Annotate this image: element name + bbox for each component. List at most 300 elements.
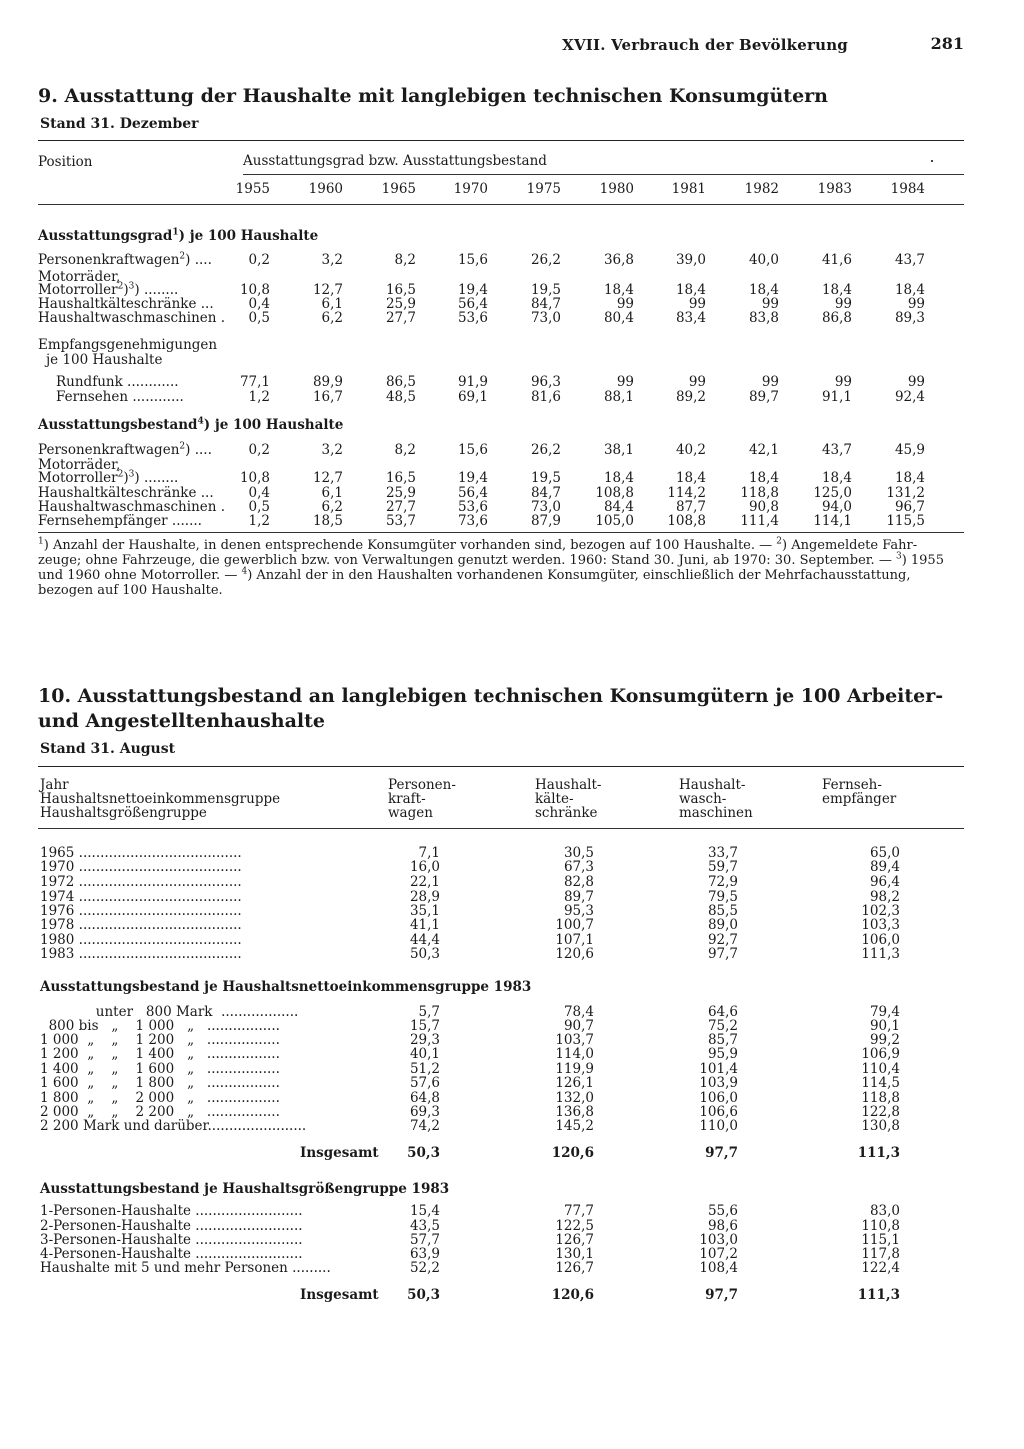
row-label-text: Fernsehen xyxy=(56,389,129,405)
cell-value: 64,8 xyxy=(409,1090,440,1106)
cell-value: 98,6 xyxy=(707,1218,738,1234)
row-label: Personenkraftwagen$^2$) .... xyxy=(38,441,212,458)
cell-value: 115,5 xyxy=(886,513,925,529)
footnote-line xyxy=(38,553,964,568)
cell-value: 33,7 xyxy=(707,845,738,861)
footnote-ref: 2 xyxy=(179,251,186,262)
row-label: Haushalte mit 5 und mehr Personen ......... xyxy=(40,1260,331,1276)
cell-value: 126,7 xyxy=(555,1260,594,1276)
row-label: 2-Personen-Haushalte ......................... xyxy=(40,1218,303,1234)
cell-value: 77,1 xyxy=(239,374,270,390)
page-number: 281 xyxy=(930,34,964,53)
chapter-title: XVII. Verbrauch der Bevölkerung xyxy=(562,36,848,54)
table9-year-1955: 1955 xyxy=(235,181,270,197)
row-label xyxy=(56,390,184,405)
footnote-text: und 1960 ohne Motorroller. — xyxy=(38,568,242,583)
table9-group-title: je 100 Haushalte xyxy=(46,352,163,368)
cell-value: 43,7 xyxy=(894,252,925,268)
row-label: 1970 ...................................... xyxy=(40,859,242,875)
cell-value: 69,3 xyxy=(409,1104,440,1120)
cell-value: 120,6 xyxy=(551,1287,594,1303)
group-title-rest: je 100 Haushalte xyxy=(185,228,319,244)
footnote-marker: 4 xyxy=(241,566,248,577)
cell-value: 118,8 xyxy=(740,485,779,501)
footnote-text: ) 1955 xyxy=(901,553,944,568)
cell-value: 16,7 xyxy=(312,389,343,405)
row-label: 1-Personen-Haushalte ......................... xyxy=(40,1203,303,1219)
cell-value: 74,2 xyxy=(409,1118,440,1134)
table10-col-header: Personen- xyxy=(388,777,456,793)
table-row xyxy=(38,1204,964,1219)
row-label: Motorroller$^2$)$^3$) ........ xyxy=(38,469,179,486)
cell-value: 131,2 xyxy=(886,485,925,501)
cell-value: 53,6 xyxy=(457,499,488,515)
footnote-line xyxy=(38,583,964,598)
footnote-marker: 1 xyxy=(38,536,44,547)
row-label: 1965 ...................................... xyxy=(40,845,242,861)
row-leader-dots: ........ xyxy=(139,282,179,298)
cell-value: 53,6 xyxy=(457,310,488,326)
cell-value: 89,0 xyxy=(707,917,738,933)
cell-value: 95,9 xyxy=(707,1046,738,1062)
cell-value: 111,3 xyxy=(861,946,900,962)
group-title-text: Ausstattungsgrad xyxy=(38,228,173,244)
cell-value: 105,0 xyxy=(595,513,634,529)
table9-subtitle: Stand 31. Dezember xyxy=(40,116,199,132)
table-row xyxy=(38,1146,964,1161)
table-row xyxy=(38,1119,964,1134)
table10-subtitle: Stand 31. August xyxy=(40,741,176,757)
table9-year-1970: 1970 xyxy=(453,181,488,197)
cell-value: 122,8 xyxy=(861,1104,900,1120)
row-label: 1974 ...................................... xyxy=(40,889,242,905)
cell-value: 96,4 xyxy=(869,874,900,890)
cell-value: 57,6 xyxy=(409,1075,440,1091)
cell-value: 79,4 xyxy=(869,1004,900,1020)
footnote-line xyxy=(38,538,964,553)
table10-col-header: Fernseh- xyxy=(822,777,882,793)
cell-value: 51,2 xyxy=(409,1061,440,1077)
cell-value: 77,7 xyxy=(563,1203,594,1219)
table-row xyxy=(38,1288,964,1303)
cell-value: 63,9 xyxy=(409,1246,440,1262)
row-label xyxy=(38,311,225,326)
cell-value: 126,1 xyxy=(555,1075,594,1091)
cell-value: 94,0 xyxy=(821,499,852,515)
cell-value: 86,8 xyxy=(821,310,852,326)
cell-value: 8,2 xyxy=(394,442,416,458)
cell-value: 83,8 xyxy=(748,310,779,326)
row-label: 1 400 „ „ 1 600 „ ................. xyxy=(40,1061,280,1077)
table9-year-1980: 1980 xyxy=(599,181,634,197)
table10-stub-header: Haushaltsnettoeinkommensgruppe xyxy=(40,791,281,807)
cell-value: 26,2 xyxy=(530,252,561,268)
row-label-text: Personenkraftwagen xyxy=(38,252,180,268)
table-row xyxy=(38,918,964,933)
table10-col-header: wagen xyxy=(388,805,433,821)
table10-top-rule xyxy=(38,766,964,767)
cell-value: 26,2 xyxy=(530,442,561,458)
cell-value: 82,8 xyxy=(563,874,594,890)
cell-value: 99 xyxy=(907,296,925,312)
table-row xyxy=(38,1261,964,1276)
cell-value: 97,7 xyxy=(705,1287,738,1303)
cell-value: 81,6 xyxy=(530,389,561,405)
cell-value: 40,2 xyxy=(675,442,706,458)
cell-value: 107,1 xyxy=(555,932,594,948)
cell-value: 136,8 xyxy=(555,1104,594,1120)
cell-value: 0,5 xyxy=(248,499,270,515)
table9-top-rule xyxy=(38,140,964,141)
cell-value: 10,8 xyxy=(239,470,270,486)
cell-value: 111,3 xyxy=(857,1287,900,1303)
footnote-marker: 3 xyxy=(895,551,902,562)
cell-value: 18,4 xyxy=(603,282,634,298)
table9-year-1983: 1983 xyxy=(817,181,852,197)
row-label: 1972 ...................................... xyxy=(40,874,242,890)
row-label: 3-Personen-Haushalte ......................... xyxy=(40,1232,303,1248)
cell-value: 27,7 xyxy=(385,310,416,326)
cell-value: 50,3 xyxy=(407,1145,440,1161)
cell-value: 18,4 xyxy=(748,470,779,486)
cell-value: 56,4 xyxy=(457,296,488,312)
row-label: 800 bis „ 1 000 „ ................. xyxy=(40,1018,280,1034)
row-leader-dots: ........ xyxy=(139,470,179,486)
cell-value: 99 xyxy=(688,374,706,390)
row-label: 4-Personen-Haushalte ......................... xyxy=(40,1246,303,1262)
row-leader-dots: ....... xyxy=(167,513,202,529)
table9-year-1965: 1965 xyxy=(381,181,416,197)
cell-value: 110,4 xyxy=(861,1061,900,1077)
cell-value: 99,2 xyxy=(869,1032,900,1048)
cell-value: 38,1 xyxy=(603,442,634,458)
cell-value: 3,2 xyxy=(321,442,343,458)
cell-value: 19,4 xyxy=(457,282,488,298)
cell-value: 12,7 xyxy=(312,282,343,298)
cell-value: 84,4 xyxy=(603,499,634,515)
cell-value: 40,0 xyxy=(748,252,779,268)
cell-value: 97,7 xyxy=(707,946,738,962)
cell-value: 18,4 xyxy=(894,282,925,298)
group-title-rest: je 100 Haushalte xyxy=(210,417,344,433)
row-label xyxy=(38,514,202,529)
table-row xyxy=(38,253,964,268)
cell-value: 57,7 xyxy=(409,1232,440,1248)
cell-value: 28,9 xyxy=(409,889,440,905)
cell-value: 88,1 xyxy=(603,389,634,405)
cell-value: 15,6 xyxy=(457,442,488,458)
total-label: Insgesamt xyxy=(300,1287,379,1303)
cell-value: 50,3 xyxy=(409,946,440,962)
cell-value: 114,0 xyxy=(555,1046,594,1062)
cell-value: 18,4 xyxy=(748,282,779,298)
cell-value: 99 xyxy=(761,374,779,390)
cell-value: 25,9 xyxy=(385,485,416,501)
cell-value: 0,4 xyxy=(248,485,270,501)
table-row xyxy=(38,947,964,962)
cell-value: 90,1 xyxy=(869,1018,900,1034)
cell-value: 65,0 xyxy=(869,845,900,861)
table10-col-header: Haushalt- xyxy=(679,777,746,793)
row-leader-dots: ... xyxy=(196,485,214,501)
table10-col-header: kälte- xyxy=(535,791,574,807)
cell-value: 108,8 xyxy=(595,485,634,501)
cell-value: 67,3 xyxy=(563,859,594,875)
footnote-ref: 2 xyxy=(179,441,186,452)
cell-value: 98,2 xyxy=(869,889,900,905)
row-label-prefix: Motorräder, xyxy=(38,457,121,473)
cell-value: 15,7 xyxy=(409,1018,440,1034)
cell-value: 41,6 xyxy=(821,252,852,268)
cell-value: 120,6 xyxy=(555,946,594,962)
cell-value: 1,2 xyxy=(248,389,270,405)
cell-value: 84,7 xyxy=(530,296,561,312)
row-label xyxy=(56,375,179,390)
cell-value: 111,4 xyxy=(740,513,779,529)
cell-value: 40,1 xyxy=(409,1046,440,1062)
cell-value: 96,3 xyxy=(530,374,561,390)
cell-value: 126,7 xyxy=(555,1232,594,1248)
row-label: 1 200 „ „ 1 400 „ ................. xyxy=(40,1046,280,1062)
cell-value: 89,4 xyxy=(869,859,900,875)
table9-year-1975: 1975 xyxy=(526,181,561,197)
cell-value: 84,7 xyxy=(530,485,561,501)
row-label: 1 800 „ „ 2 000 „ ................. xyxy=(40,1090,280,1106)
table10-col-header: empfänger xyxy=(822,791,897,807)
footnote-ref: 3 xyxy=(128,469,135,480)
row-label-text: Haushaltkälteschränke xyxy=(38,485,197,501)
cell-value: 22,1 xyxy=(409,874,440,890)
cell-value: 122,4 xyxy=(861,1260,900,1276)
total-label: Insgesamt xyxy=(300,1145,379,1161)
footnote-text: ) Angemeldete Fahr- xyxy=(782,538,918,553)
row-leader-dots: ... xyxy=(196,296,214,312)
table10-header-rule xyxy=(38,828,964,829)
cell-value: 99 xyxy=(616,296,634,312)
cell-value: 87,7 xyxy=(675,499,706,515)
row-label-text: Haushaltkälteschränke xyxy=(38,296,197,312)
table9-group-title: Empfangsgenehmigungen xyxy=(38,337,218,353)
footnote-ref: 2 xyxy=(117,469,124,480)
row-leader-dots: . xyxy=(216,310,226,326)
row-label-text: Personenkraftwagen xyxy=(38,442,180,458)
cell-value: 110,8 xyxy=(861,1218,900,1234)
table9-year-1960: 1960 xyxy=(308,181,343,197)
table9-bottom-rule xyxy=(38,532,964,533)
table9-header-span: Ausstattungsgrad bzw. Ausstattungsbestand xyxy=(243,153,547,169)
table10-col-header: kraft- xyxy=(388,791,426,807)
footnote-ref: 3 xyxy=(128,281,135,292)
cell-value: 106,6 xyxy=(699,1104,738,1120)
cell-value: 41,1 xyxy=(409,917,440,933)
cell-value: 1,2 xyxy=(248,513,270,529)
cell-value: 16,5 xyxy=(385,282,416,298)
cell-value: 27,7 xyxy=(385,499,416,515)
table-row xyxy=(38,514,964,529)
cell-value: 45,9 xyxy=(894,442,925,458)
row-leader-dots: ............ xyxy=(128,389,184,405)
cell-value: 99 xyxy=(761,296,779,312)
cell-value: 15,4 xyxy=(409,1203,440,1219)
cell-value: 85,7 xyxy=(707,1032,738,1048)
cell-value: 30,5 xyxy=(563,845,594,861)
cell-value: 89,3 xyxy=(894,310,925,326)
row-label: 1 600 „ „ 1 800 „ ................. xyxy=(40,1075,280,1091)
table-row xyxy=(38,375,964,390)
row-label: Motorroller$^2$)$^3$) ........ xyxy=(38,281,179,298)
table10-col-header: Haushalt- xyxy=(535,777,602,793)
cell-value: 29,3 xyxy=(409,1032,440,1048)
footnote-text: ) Anzahl der Haushalte, in denen entsprechende Konsumgüter vorhanden sind, bezogen auf 100 Haushalte. — xyxy=(43,538,777,553)
cell-value: 18,4 xyxy=(675,282,706,298)
cell-value: 50,3 xyxy=(407,1287,440,1303)
cell-value: 118,8 xyxy=(861,1090,900,1106)
footnote-line xyxy=(38,568,964,583)
row-label: 2 200 Mark und darüber....................... xyxy=(40,1118,307,1134)
cell-value: 115,1 xyxy=(861,1232,900,1248)
footnote-text: bezogen auf 100 Haushalte. xyxy=(38,583,223,598)
cell-value: 119,9 xyxy=(555,1061,594,1077)
table9-group-title: Ausstattungsgrad$^1$) je 100 Haushalte xyxy=(38,227,319,244)
cell-value: 90,8 xyxy=(748,499,779,515)
cell-value: 103,3 xyxy=(861,917,900,933)
cell-value: 89,7 xyxy=(748,389,779,405)
cell-value: 64,6 xyxy=(707,1004,738,1020)
cell-value: 103,7 xyxy=(555,1032,594,1048)
cell-value: 89,7 xyxy=(563,889,594,905)
cell-value: 18,4 xyxy=(821,470,852,486)
cell-value: 18,4 xyxy=(675,470,706,486)
cell-value: 6,1 xyxy=(321,485,343,501)
cell-value: 89,2 xyxy=(675,389,706,405)
cell-value: 25,9 xyxy=(385,296,416,312)
cell-value: 78,4 xyxy=(563,1004,594,1020)
cell-value: 0,5 xyxy=(248,310,270,326)
cell-value: 35,1 xyxy=(409,903,440,919)
cell-value: 79,5 xyxy=(707,889,738,905)
footnote-marker: 2 xyxy=(776,536,782,547)
cell-value: 6,1 xyxy=(321,296,343,312)
cell-value: 73,0 xyxy=(530,499,561,515)
table-row xyxy=(38,1047,964,1062)
cell-value: 92,7 xyxy=(707,932,738,948)
cell-value: 110,0 xyxy=(699,1118,738,1134)
row-label: 1 000 „ „ 1 200 „ ................. xyxy=(40,1032,280,1048)
row-label-text: Rundfunk xyxy=(56,374,123,390)
cell-value: 19,5 xyxy=(530,282,561,298)
cell-value: 132,0 xyxy=(555,1090,594,1106)
cell-value: 111,3 xyxy=(857,1145,900,1161)
cell-value: 59,7 xyxy=(707,859,738,875)
cell-value: 96,7 xyxy=(894,499,925,515)
table-row xyxy=(38,471,964,486)
cell-value: 48,5 xyxy=(385,389,416,405)
cell-value: 101,4 xyxy=(699,1061,738,1077)
row-label-prefix: Motorräder, xyxy=(38,269,121,285)
table9-group-title: Ausstattungsbestand$^4$) je 100 Haushalte xyxy=(38,416,344,433)
table9-header-dot xyxy=(931,160,933,162)
cell-value: 90,7 xyxy=(563,1018,594,1034)
cell-value: 18,4 xyxy=(894,470,925,486)
cell-value: 130,1 xyxy=(555,1246,594,1262)
table10-size-group-title: Ausstattungsbestand je Haushaltsgrößengruppe 1983 xyxy=(40,1181,450,1197)
cell-value: 114,1 xyxy=(813,513,852,529)
running-head xyxy=(38,34,964,56)
cell-value: 87,9 xyxy=(530,513,561,529)
cell-value: 55,6 xyxy=(707,1203,738,1219)
cell-value: 100,7 xyxy=(555,917,594,933)
row-label-text: Haushaltwaschmaschinen xyxy=(38,310,217,326)
table-row xyxy=(38,860,964,875)
cell-value: 0,2 xyxy=(248,252,270,268)
cell-value: 103,0 xyxy=(699,1232,738,1248)
cell-value: 99 xyxy=(616,374,634,390)
cell-value: 69,1 xyxy=(457,389,488,405)
row-label-text: Motorroller xyxy=(38,282,118,298)
table10-title-line1: 10. Ausstattungsbestand an langlebigen technischen Konsumgütern je 100 Arbeiter- xyxy=(38,685,944,707)
cell-value: 108,8 xyxy=(667,513,706,529)
table10-title-line2: und Angestelltenhaushalte xyxy=(38,710,325,732)
cell-value: 73,6 xyxy=(457,513,488,529)
cell-value: 43,7 xyxy=(821,442,852,458)
row-label: 1983 ...................................... xyxy=(40,946,242,962)
table9-year-1981: 1981 xyxy=(671,181,706,197)
row-label: 1976 ...................................... xyxy=(40,903,242,919)
cell-value: 36,8 xyxy=(603,252,634,268)
row-label: 2 000 „ „ 2 200 „ ................. xyxy=(40,1104,280,1120)
cell-value: 102,3 xyxy=(861,903,900,919)
table-row xyxy=(38,1076,964,1091)
cell-value: 5,7 xyxy=(418,1004,440,1020)
table-row xyxy=(38,390,964,405)
cell-value: 39,0 xyxy=(675,252,706,268)
row-leader-dots: ............ xyxy=(122,374,179,390)
footnote-ref: 1 xyxy=(172,227,179,238)
row-leader-dots: .... xyxy=(190,442,212,458)
table10-income-group-title: Ausstattungsbestand je Haushaltsnettoeinkommensgruppe 1983 xyxy=(40,979,532,995)
cell-value: 106,0 xyxy=(861,932,900,948)
cell-value: 92,4 xyxy=(894,389,925,405)
cell-value: 42,1 xyxy=(748,442,779,458)
table10-stub-header: Jahr xyxy=(40,777,69,793)
cell-value: 145,2 xyxy=(555,1118,594,1134)
cell-value: 16,0 xyxy=(409,859,440,875)
cell-value: 114,2 xyxy=(667,485,706,501)
cell-value: 18,5 xyxy=(312,513,343,529)
page xyxy=(38,0,964,1449)
cell-value: 114,5 xyxy=(861,1075,900,1091)
cell-value: 107,2 xyxy=(699,1246,738,1262)
cell-value: 89,9 xyxy=(312,374,343,390)
table10-stub-header: Haushaltsgrößengruppe xyxy=(40,805,207,821)
cell-value: 52,2 xyxy=(409,1260,440,1276)
cell-value: 103,9 xyxy=(699,1075,738,1091)
cell-value: 122,5 xyxy=(555,1218,594,1234)
row-label-text: Fernsehempfänger xyxy=(38,513,168,529)
cell-value: 56,4 xyxy=(457,485,488,501)
cell-value: 125,0 xyxy=(813,485,852,501)
cell-value: 53,7 xyxy=(385,513,416,529)
table10-col-header: maschinen xyxy=(679,805,753,821)
footnote-text: ) Anzahl der in den Haushalten vorhandenen Konsumgüter, einschließlich der Mehrfachausstattung, xyxy=(247,568,911,583)
cell-value: 6,2 xyxy=(321,310,343,326)
row-leader-dots: . xyxy=(216,499,226,515)
cell-value: 3,2 xyxy=(321,252,343,268)
cell-value: 106,0 xyxy=(699,1090,738,1106)
row-label: 1980 ...................................... xyxy=(40,932,242,948)
cell-value: 130,8 xyxy=(861,1118,900,1134)
table10-col-header: wasch- xyxy=(679,791,727,807)
